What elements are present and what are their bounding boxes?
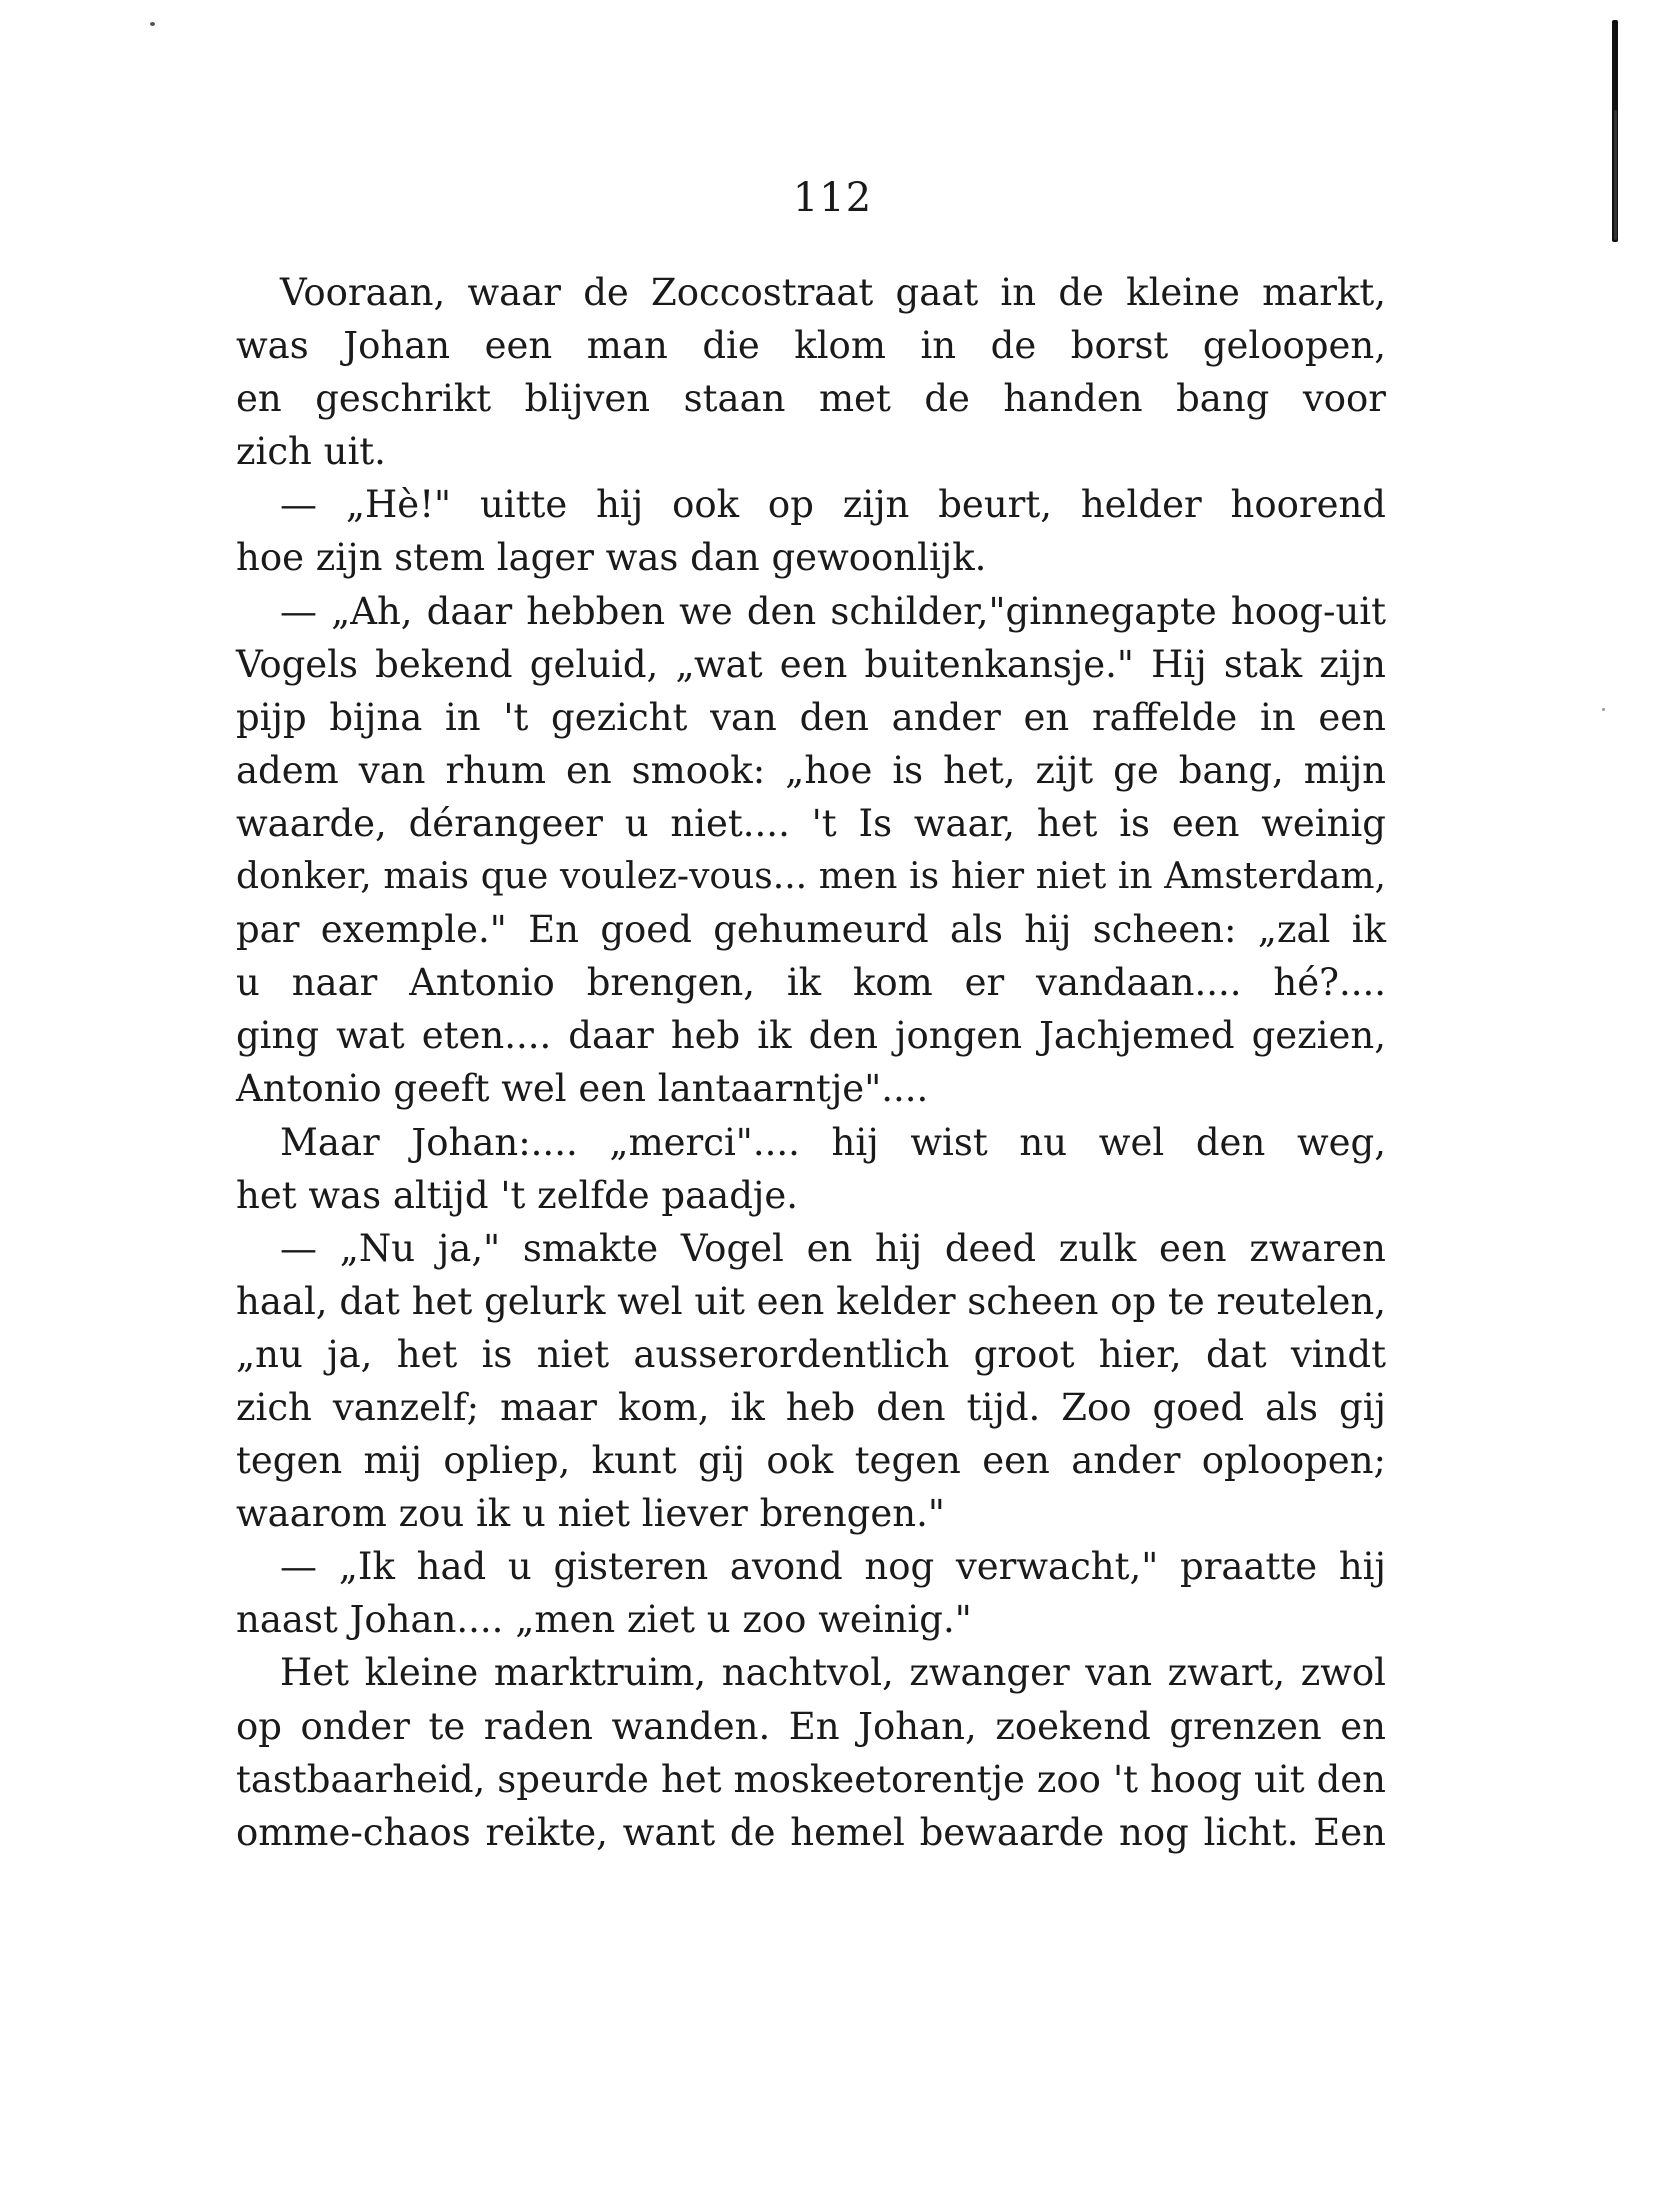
text-line: naast Johan.... „men ziet u zoo weinig." bbox=[236, 1598, 972, 1642]
text-line: pijp bijna in 't gezicht van den ander en raffelde in een bbox=[236, 695, 1386, 739]
text-line: waarom zou ik u niet liever brengen." bbox=[236, 1492, 945, 1536]
text-line: zich uit. bbox=[236, 430, 386, 474]
text-line: u naar Antonio brengen, ik kom er vandaan.... hé?.... bbox=[236, 961, 1386, 1005]
body-text bbox=[236, 266, 1386, 1859]
scan-speck-right bbox=[1602, 708, 1605, 711]
text-line: — „Ah, daar hebben we den schilder,"ginnegapte hoog-uit bbox=[280, 589, 1386, 633]
text-line: omme-chaos reikte, want de hemel bewaarde nog licht. Een bbox=[236, 1810, 1386, 1854]
text-line: tegen mij opliep, kunt gij ook tegen een ander oploopen; bbox=[236, 1439, 1386, 1483]
text-line: Vooraan, waar de Zoccostraat gaat in de kleine markt, bbox=[280, 271, 1386, 314]
page-number: 112 bbox=[792, 175, 873, 221]
text-line: par exemple." En goed gehumeurd als hij scheen: „zal ik bbox=[236, 908, 1386, 952]
text-line: zich vanzelf; maar kom, ik heb den tijd. Zoo goed als gij bbox=[236, 1385, 1386, 1429]
text-line: waarde, dérangeer u niet.... 't Is waar, het is een weinig bbox=[236, 801, 1386, 845]
text-line: Het kleine marktruim, nachtvol, zwanger van zwart, zwol bbox=[280, 1651, 1386, 1695]
text-line: Maar Johan:.... „merci".... hij wist nu wel den weg, bbox=[280, 1120, 1386, 1164]
text-line: haal, dat het gelurk wel uit een kelder scheen op te reutelen, bbox=[236, 1279, 1386, 1323]
text-line: hoe zijn stem lager was dan gewoonlijk. bbox=[236, 536, 987, 580]
text-line: — „Hè!" uitte hij ook op zijn beurt, helder hoorend bbox=[280, 483, 1386, 527]
text-line: en geschrikt blijven staan met de handen bang voor bbox=[236, 377, 1386, 421]
text-line: Vogels bekend geluid, „wat een buitenkansje." Hij stak zijn bbox=[236, 642, 1386, 686]
text-line: adem van rhum en smook: „hoe is het, zijt ge bang, mijn bbox=[236, 748, 1386, 792]
text-line: was Johan een man die klom in de borst geloopen, bbox=[236, 324, 1386, 368]
text-line: — „Ik had u gisteren avond nog verwacht," praatte hij bbox=[280, 1545, 1386, 1589]
scan-speck bbox=[150, 22, 155, 26]
text-line: het was altijd 't zelfde paadje. bbox=[236, 1173, 799, 1217]
text-line: ging wat eten.... daar heb ik den jongen Jachjemed gezien, bbox=[236, 1014, 1386, 1058]
text-line: „nu ja, het is niet ausserordentlich groot hier, dat vindt bbox=[236, 1332, 1386, 1376]
text-line: — „Nu ja," smakte Vogel en hij deed zulk een zwaren bbox=[280, 1226, 1386, 1270]
scan-edge-mark-lower bbox=[1614, 110, 1617, 240]
text-line: op onder te raden wanden. En Johan, zoekend grenzen en bbox=[236, 1704, 1386, 1748]
text-line: tastbaarheid, speurde het moskeetorentje zoo 't hoog uit den bbox=[236, 1757, 1386, 1801]
text-line: donker, mais que voulez-vous... men is hier niet in Amsterdam, bbox=[236, 856, 1386, 898]
text-line: Antonio geeft wel een lantaarntje".... bbox=[236, 1067, 929, 1111]
